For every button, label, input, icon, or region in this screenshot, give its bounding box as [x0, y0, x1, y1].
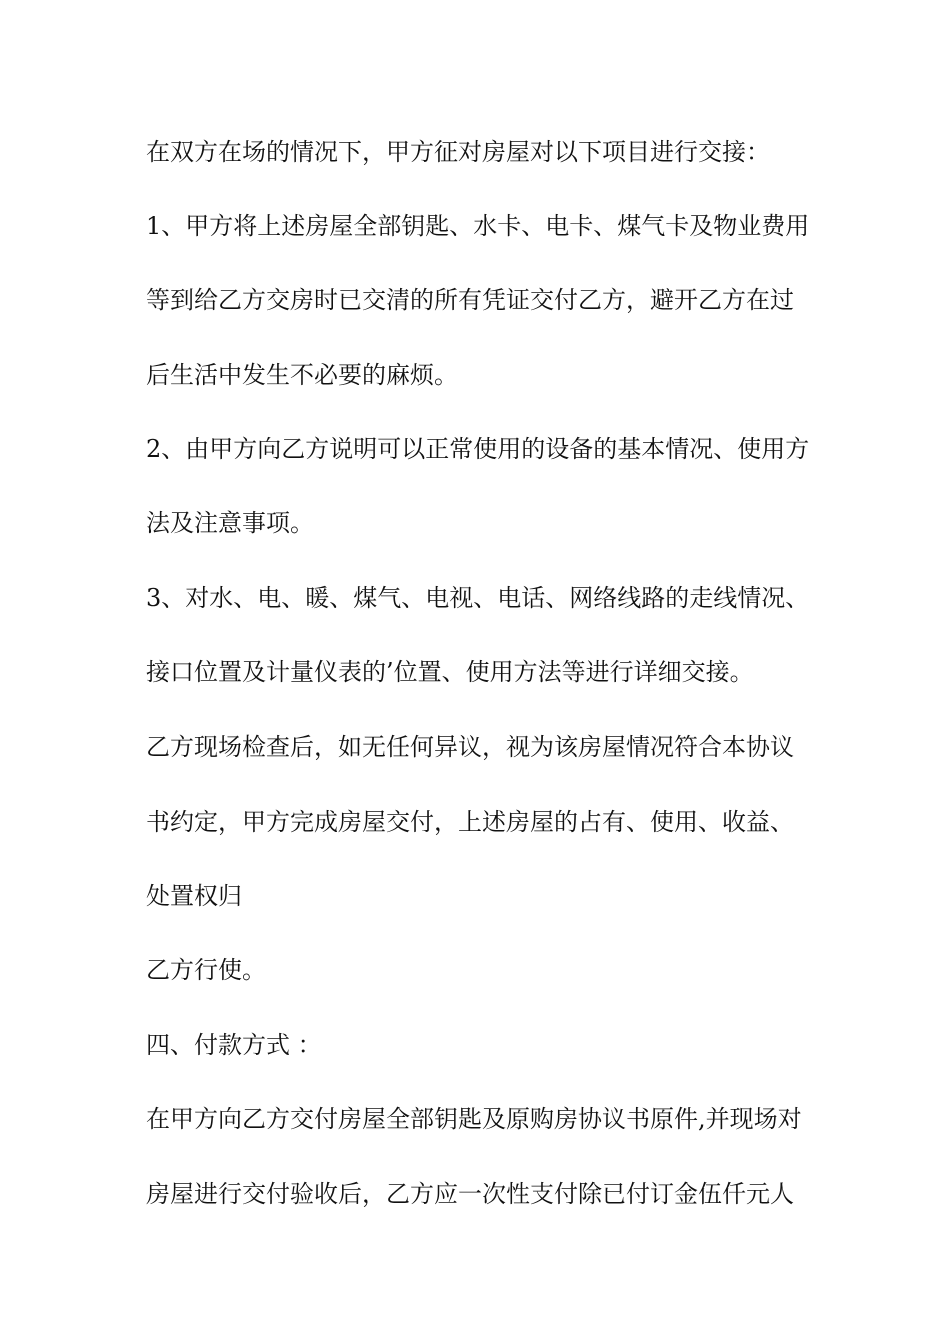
paragraph-line: 2、由甲方向乙方说明可以正常使用的设备的基本情况、使用方 [146, 435, 810, 463]
paragraph-line: 乙方行使。 [146, 956, 266, 984]
paragraph-line: 处置权归 [146, 882, 242, 910]
paragraph-line: 3、对水、电、暖、煤气、电视、电话、网络线路的走线情况、 [146, 584, 810, 612]
paragraph-line: 书约定，甲方完成房屋交付，上述房屋的占有、使用、收益、 [146, 808, 794, 836]
paragraph-line: 乙方现场检查后，如无任何异议，视为该房屋情况符合本协议 [146, 733, 794, 761]
section-heading: 四、付款方式 ： [146, 1031, 322, 1059]
paragraph-line: 等到给乙方交房时已交清的所有凭证交付乙方，避开乙方在过 [146, 286, 794, 314]
paragraph-line: 在甲方向乙方交付房屋全部钥匙及原购房协议书原件,并现场对 [146, 1105, 802, 1133]
paragraph-line: 在双方在场的情况下，甲方征对房屋对以下项目进行交接： [146, 138, 770, 166]
paragraph-line: 1、甲方将上述房屋全部钥匙、水卡、电卡、煤气卡及物业费用 [146, 212, 810, 240]
paragraph-line: 法及注意事项。 [146, 509, 314, 537]
paragraph-line: 房屋进行交付验收后，乙方应一次性支付除已付订金伍仟元人 [146, 1180, 794, 1208]
paragraph-line: 接口位置及计量仪表的’位置、使用方法等进行详细交接。 [146, 658, 754, 686]
paragraph-line: 后生活中发生不必要的麻烦。 [146, 361, 458, 389]
